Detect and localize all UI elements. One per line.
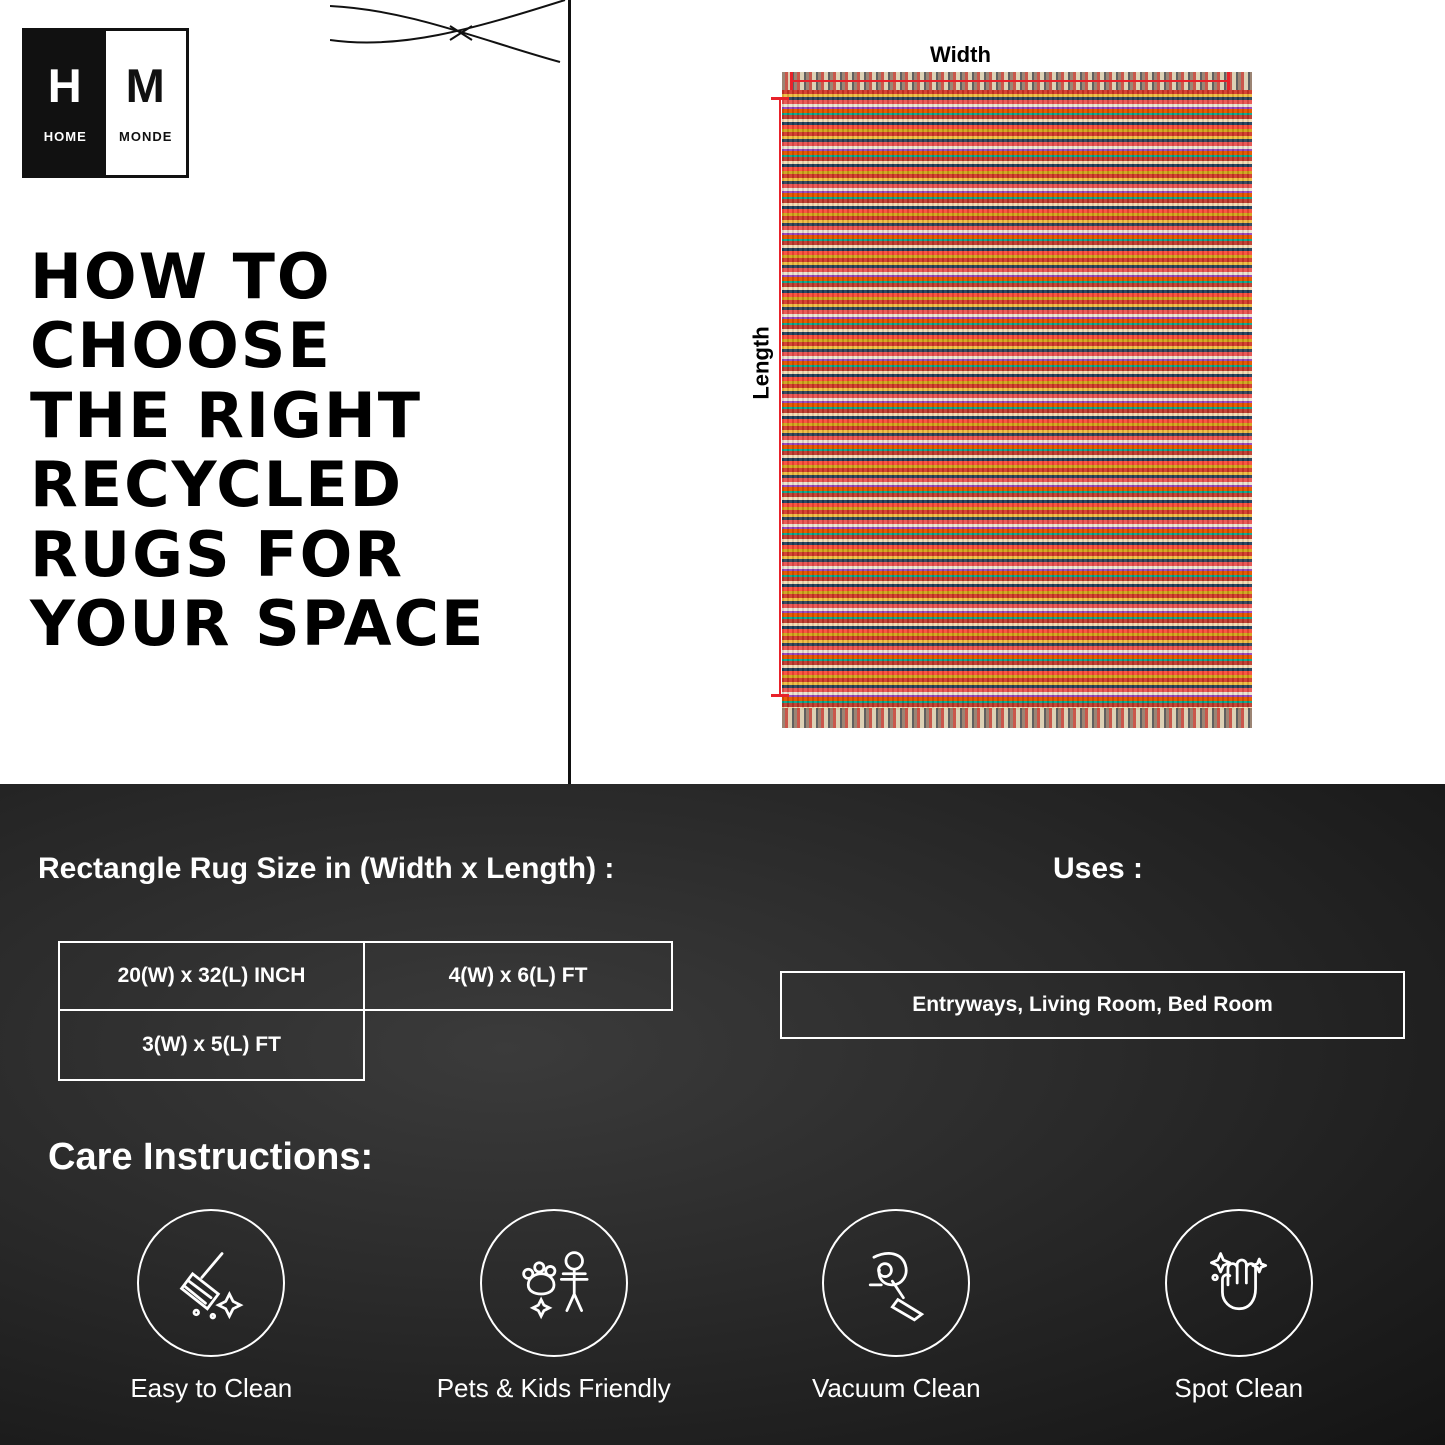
paw-child-icon — [480, 1209, 628, 1357]
rug-weave — [782, 90, 1252, 710]
table-row — [58, 941, 673, 1011]
size-table — [58, 941, 673, 1081]
page-title — [30, 242, 510, 659]
rug-image — [782, 90, 1252, 710]
bottom-section — [0, 784, 1445, 1445]
care-instructions-title: Care Instructions: — [48, 1136, 374, 1178]
care-label: Spot Clean — [1174, 1373, 1304, 1403]
logo-word-monde: MONDE — [119, 129, 173, 144]
headline-line-1: HOW TO — [30, 240, 332, 313]
hand-wipe-sparkle-icon — [1165, 1209, 1313, 1357]
headline-line-2: CHOOSE — [30, 309, 332, 383]
table-row — [58, 1011, 673, 1081]
width-measure-arrow — [790, 80, 1230, 82]
care-label: Vacuum Clean — [811, 1373, 981, 1403]
size-cell-3: 3(W) x 5(L) FT — [58, 1011, 365, 1081]
length-label: Length — [748, 326, 774, 400]
list-item — [40, 1209, 383, 1429]
logo-word-home: HOME — [43, 129, 87, 144]
sizes-title: Rectangle Rug Size in (Width x Length) : — [38, 852, 615, 885]
vertical-divider — [568, 0, 571, 784]
rug-fringe-top — [782, 72, 1252, 92]
brand-logo — [22, 28, 189, 178]
headline-line-5: RUGS FOR — [30, 517, 405, 591]
logo-right-half — [106, 31, 187, 175]
logo-left-half — [25, 31, 106, 175]
decorative-crossed-lines-icon — [330, 0, 590, 70]
care-label: Pets & Kids Friendly — [436, 1373, 671, 1403]
rug-fringe-bottom — [782, 708, 1252, 728]
vacuum-icon — [822, 1209, 970, 1357]
size-cell-2: 4(W) x 6(L) FT — [365, 941, 673, 1011]
list-item — [725, 1209, 1068, 1429]
broom-sparkle-icon — [137, 1209, 285, 1357]
list-item — [383, 1209, 726, 1429]
headline-line-4: RECYCLED — [30, 448, 404, 522]
size-cell-1: 20(W) x 32(L) INCH — [58, 941, 365, 1011]
uses-title: Uses : — [1053, 852, 1144, 885]
width-label: Width — [930, 42, 991, 67]
care-label: Easy to Clean — [130, 1373, 293, 1403]
care-instructions-list — [40, 1209, 1410, 1429]
logo-letter-h: H — [47, 59, 83, 112]
headline-line-6: YOUR SPACE — [30, 587, 486, 661]
length-measure-arrow — [779, 97, 781, 697]
headline-line-3: THE RIGHT — [30, 378, 422, 452]
logo-letter-m: M — [125, 59, 166, 112]
uses-value-box: Entryways, Living Room, Bed Room — [780, 971, 1405, 1039]
list-item — [1068, 1209, 1411, 1429]
